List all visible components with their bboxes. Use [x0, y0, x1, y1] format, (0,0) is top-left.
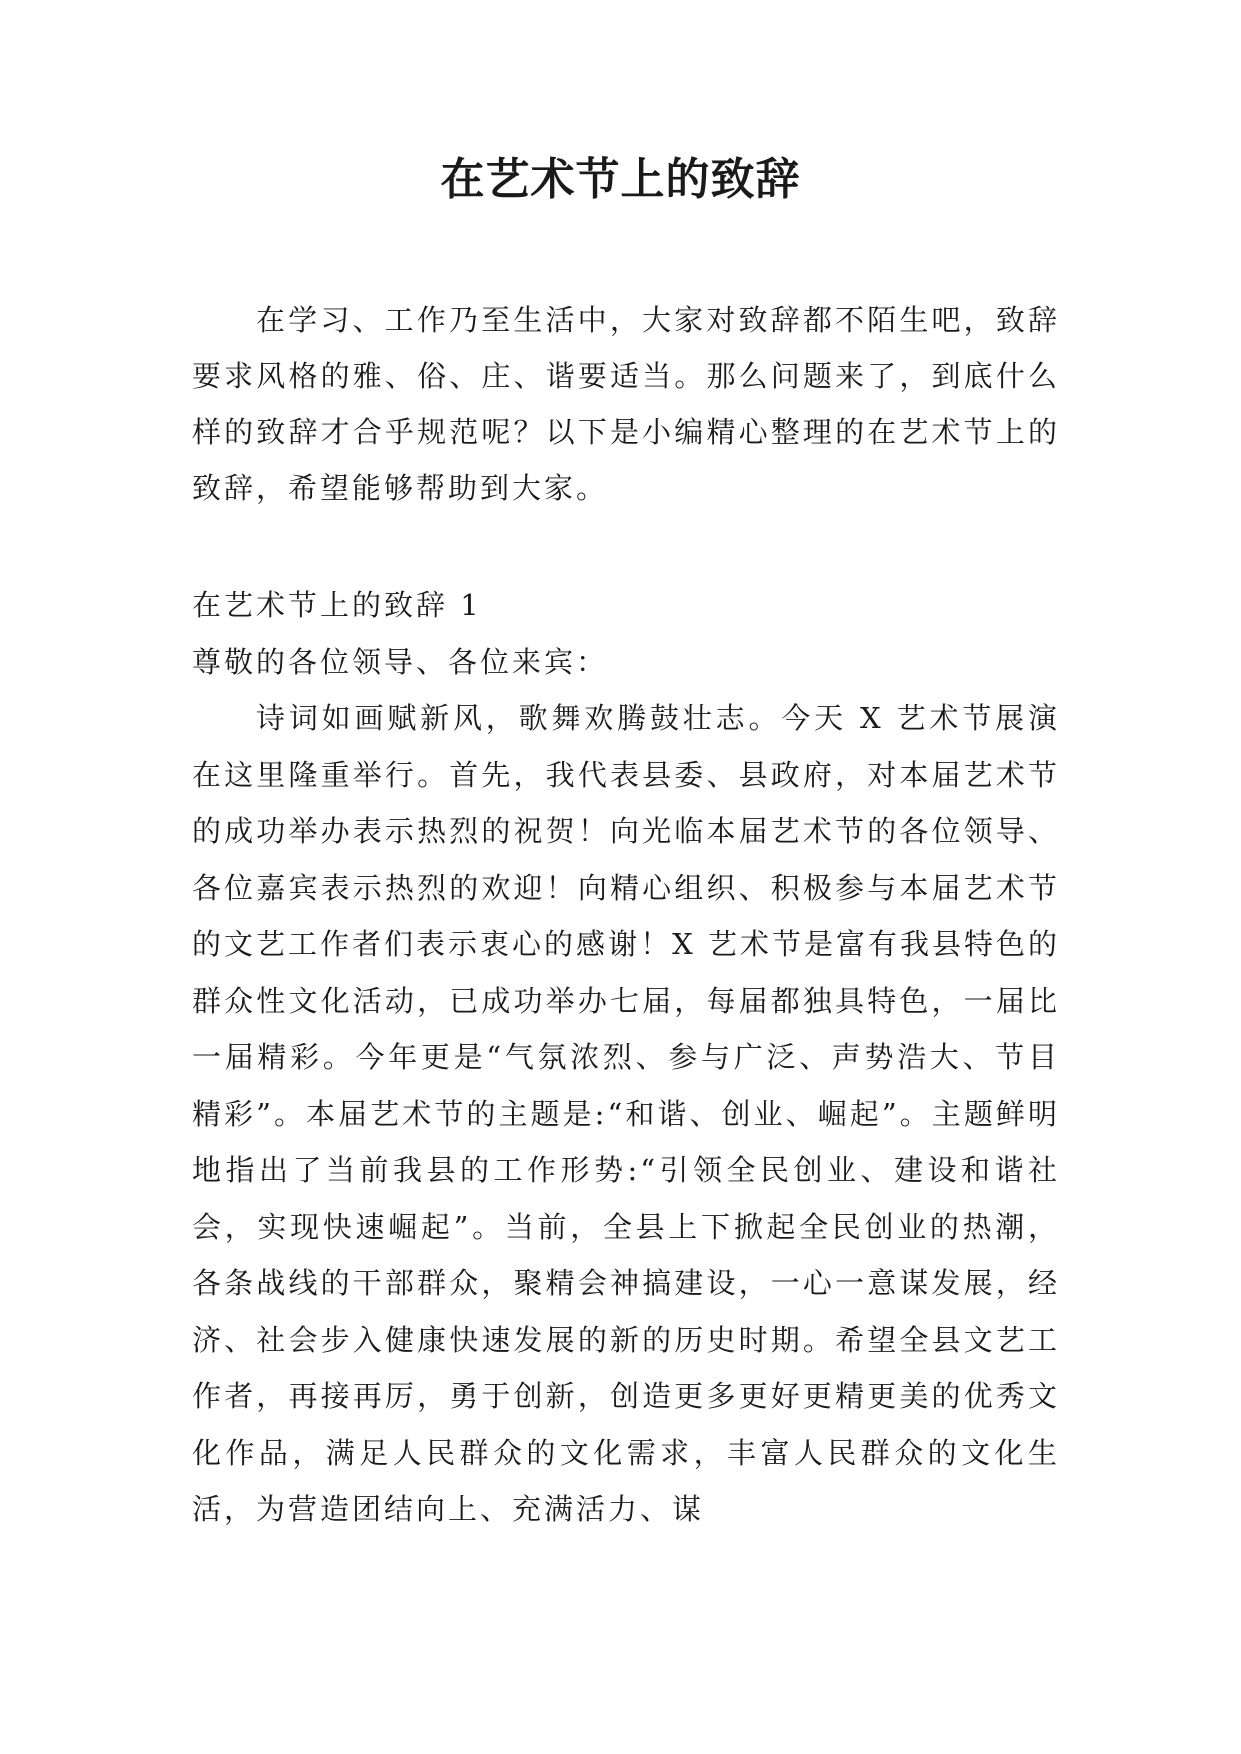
body-paragraph: 诗词如画赋新风，歌舞欢腾鼓壮志。今天 X 艺术节展演在这里隆重举行。首先，我代表县委、县政府，对本届艺术节的成功举办表示热烈的祝贺！向光临本届艺术节的各位领导、各位嘉宾表示热烈的欢迎！向精心组织、积极参与本届艺术节的文艺工作者们表示衷心的感谢！X 艺术节是富有我县特色的群众性文化活动，已成功举办七届，每届都独具特色，一届比一届精彩。今年更是“气氛浓烈、参与广泛、声势浩大、节目精彩”。本届艺术节的主题是:“和谐、创业、崛起”。主题鲜明地指出了当前我县的工作形势:“引领全民创业、建设和谐社会，实现快速崛起”。当前，全县上下掀起全民创业的热潮，各条战线的干部群众，聚精会神搞建设，一心一意谋发展，经济、社会步入健康快速发展的新的历史时期。希望全县文艺工作者，再接再厉，勇于创新，创造更多更好更精更美的优秀文化作品，满足人民群众的文化需求，丰富人民群众的文化生活，为营造团结向上、充满活力、谋	[192, 701, 1060, 1526]
intro-paragraph: 在学习、工作乃至生活中，大家对致辞都不陌生吧，致辞要求风格的雅、俗、庄、谐要适当。那么问题来了，到底什么样的致辞才合乎规范呢？以下是小编精心整理的在艺术节上的致辞，希望能够帮助到大家。	[192, 303, 1060, 505]
document-title: 在艺术节上的致辞	[440, 154, 801, 205]
section-heading: 在艺术节上的致辞 1	[192, 588, 482, 622]
salutation-line: 尊敬的各位领导、各位来宾：	[192, 645, 609, 679]
